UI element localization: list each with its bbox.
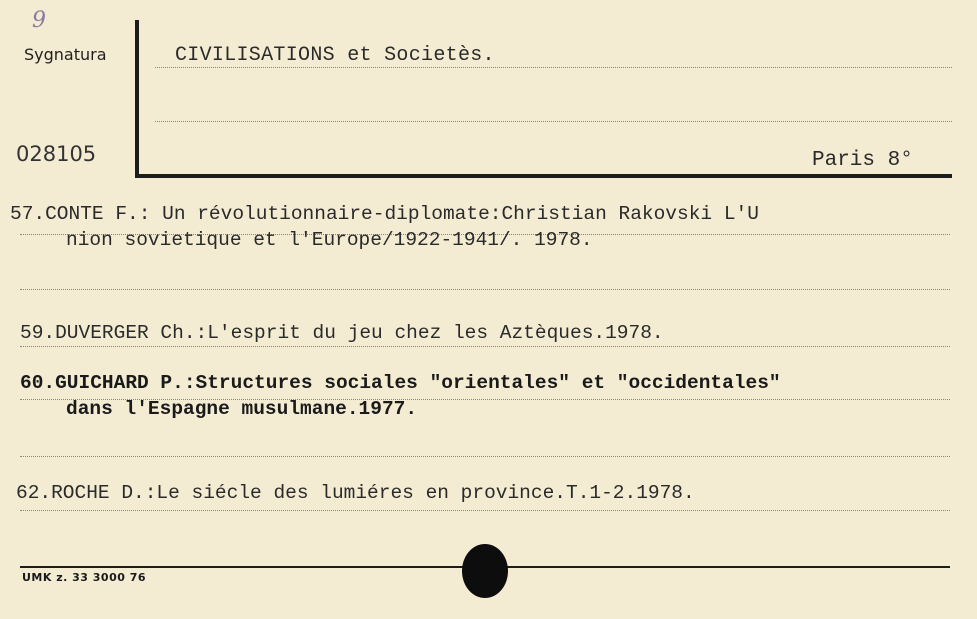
- rule-5: [20, 456, 950, 457]
- punch-hole: [462, 544, 508, 598]
- rule-3: [20, 346, 950, 347]
- header-bottom-rule: [135, 174, 952, 178]
- rule-6: [20, 510, 950, 511]
- corner-number: 9: [32, 8, 46, 33]
- rule-2: [20, 289, 950, 290]
- entry-62: 62.ROCHE D.:Le siécle des lumiéres en province.T.1-2.1978.: [16, 482, 695, 504]
- entry-57-line-1: 57.CONTE F.: Un révolutionnaire-diplomate:Christian Rakovski L'U: [10, 203, 759, 225]
- place-label: Paris 8°: [812, 149, 913, 172]
- signature-divider: [135, 20, 139, 174]
- signature-number: 028105: [16, 142, 97, 166]
- signature-label: Sygnatura: [24, 45, 107, 64]
- title-rule: [155, 67, 952, 68]
- card-title: CIVILISATIONS et Societès.: [175, 44, 495, 67]
- entry-57-line-2: nion sovietique et l'Europe/1922-1941/. 1978.: [66, 229, 593, 251]
- entry-60-line-2: dans l'Espagne musulmane.1977.: [66, 398, 418, 420]
- printer-mark: UMK z. 33 3000 76: [22, 571, 147, 584]
- header-rule-2: [155, 121, 952, 122]
- entry-59: 59.DUVERGER Ch.:L'esprit du jeu chez les Aztèques.1978.: [20, 322, 664, 344]
- entry-60-line-1: 60.GUICHARD P.:Structures sociales "orientales" et "occidentales": [20, 372, 781, 394]
